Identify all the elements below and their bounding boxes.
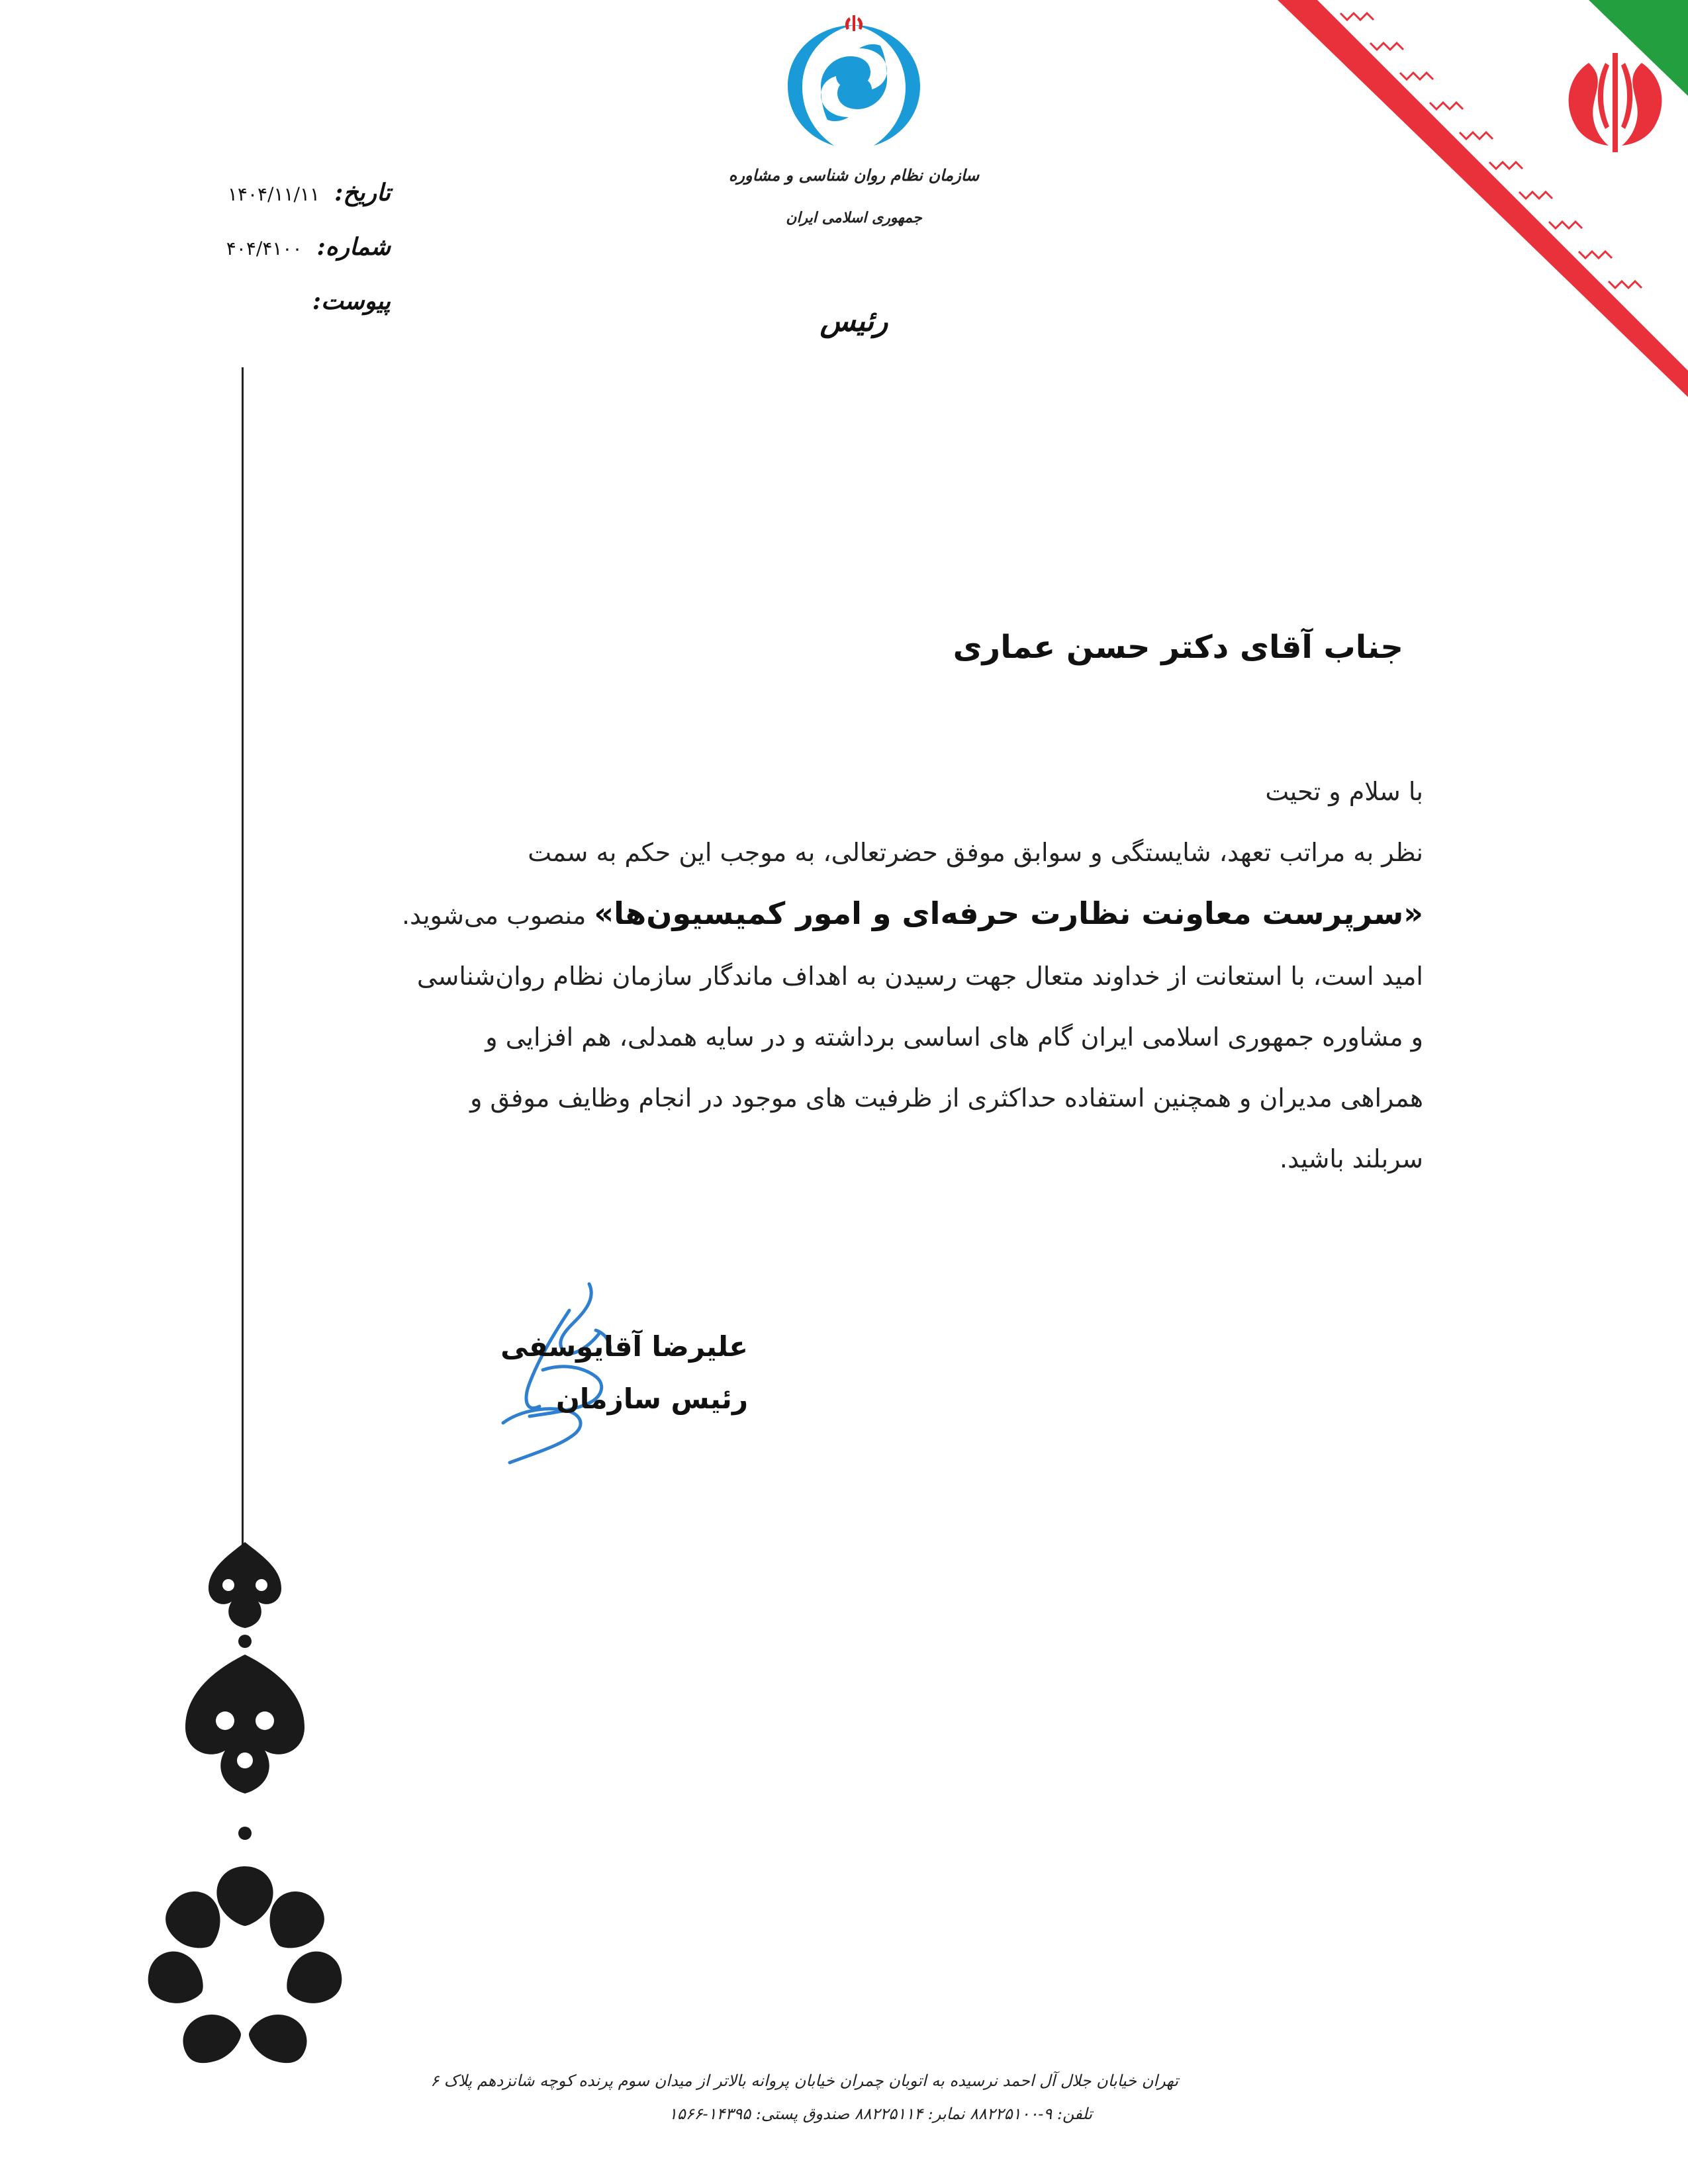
signer-title: رئیس سازمان [556, 1383, 748, 1415]
attachment-label: پیوست: [312, 287, 391, 315]
organization-logo-icon [774, 13, 933, 152]
date-label: تاریخ: [334, 179, 391, 206]
attachment-row [172, 287, 391, 341]
small-emblem-icon [845, 15, 863, 31]
office-title: رئیس [820, 304, 888, 338]
organization-name: سازمان نظام روان شناسی و مشاوره [728, 165, 980, 185]
number-value: ۴۰۴/۴۱۰۰ [226, 238, 303, 259]
letter-footer [430, 2071, 1178, 2123]
country-name: جمهوری اسلامی ایران [786, 209, 922, 226]
date-row [172, 179, 391, 233]
decorative-ornament-icon [86, 1542, 404, 2138]
date-value: ۱۴۰۴/۱۱/۱۱ [227, 183, 320, 205]
addressee: جناب آقای دکتر حسن عماری [953, 629, 1403, 666]
paragraph-2-line-1: امید است، با استعانت از خداوند متعال جهت رسیدن به اهداف ماندگار سازمان نظام روان‌شناسی [416, 962, 1423, 991]
number-row [172, 233, 391, 287]
signer-name: علیرضا آقایوسفی [500, 1330, 748, 1363]
paragraph-1-line-1: نظر به مراتب تعهد، شایستگی و سوابق موفق حضرتعالی، به موجب این حکم به سمت [528, 838, 1423, 867]
signer-block [500, 1330, 748, 1415]
number-label: شماره: [316, 233, 391, 261]
iran-flag-corner [1278, 0, 1688, 397]
letter-body [252, 761, 1423, 1189]
paragraph-2-line-4: سربلند باشید. [1280, 1144, 1423, 1173]
paragraph-2-line-2: و مشاوره جمهوری اسلامی ایران گام های اساسی برداشته و در سایه همدلی، هم افزایی و [485, 1023, 1423, 1052]
appointment-phrase: منصوب می‌شوید. [401, 901, 594, 930]
paragraph-1-line-2 [252, 883, 1423, 946]
vertical-divider [242, 367, 244, 1545]
paragraph-2-line-3: همراهی مدیران و همچنین استفاده حداکثری از ظرفیت های موجود در انجام وظایف موفق و [470, 1083, 1423, 1113]
letter-meta [172, 179, 391, 341]
greeting: با سلام و تحیت [1265, 777, 1423, 806]
footer-address: تهران خیابان جلال آل احمد نرسیده به اتوبان چمران خیابان پروانه بالاتر از میدان سوم پرنده کوچه شانزدهم پلاک ۶ [430, 2071, 1178, 2090]
footer-contact: تلفن: ۹-۸۸۲۲۵۱۰۰ نمابر: ۸۸۲۲۵۱۱۴ صندوق پستی: ۱۴۳۹۵-۱۵۶۶ [668, 2105, 1092, 2123]
organization-header [728, 13, 980, 338]
position-title: «سرپرست معاونت نظارت حرفه‌ای و امور کمیسیون‌ها» [594, 895, 1423, 931]
